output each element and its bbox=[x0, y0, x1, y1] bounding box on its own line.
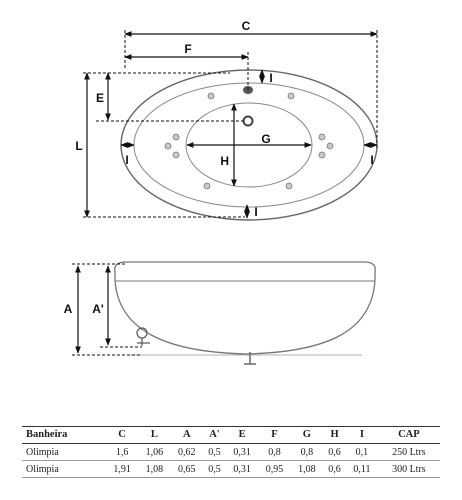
table-cell: 0,6 bbox=[323, 444, 346, 461]
header-cell: CAP bbox=[378, 427, 440, 444]
table-cell: 1,6 bbox=[106, 444, 138, 461]
header-cell: E bbox=[226, 427, 258, 444]
jet bbox=[204, 183, 210, 189]
table-cell: 1,08 bbox=[138, 461, 170, 478]
header-cell: A bbox=[171, 427, 203, 444]
specs-table bbox=[22, 426, 440, 478]
table-cell: 300 Ltrs bbox=[378, 461, 440, 478]
dim-label-i-top: I bbox=[269, 71, 273, 85]
table-header-row bbox=[22, 427, 440, 444]
table-cell: 0,62 bbox=[171, 444, 203, 461]
table-cell: Olimpia bbox=[22, 461, 106, 478]
table-cell: 0,95 bbox=[258, 461, 290, 478]
top-view bbox=[75, 19, 377, 220]
table-cell: 0,8 bbox=[258, 444, 290, 461]
table-cell: 1,06 bbox=[138, 444, 170, 461]
jet bbox=[319, 152, 325, 158]
header-cell: A' bbox=[203, 427, 226, 444]
drain-icon bbox=[244, 117, 253, 126]
table-cell: 0,5 bbox=[203, 444, 226, 461]
table-cell: 0,11 bbox=[346, 461, 378, 478]
dim-label-a-prime: A' bbox=[92, 302, 104, 316]
jet bbox=[327, 143, 333, 149]
table-cell: 0,5 bbox=[203, 461, 226, 478]
dim-label-h: H bbox=[220, 154, 229, 168]
tub-side-body bbox=[115, 262, 376, 354]
jet bbox=[173, 152, 179, 158]
table-cell: 0,8 bbox=[291, 444, 323, 461]
dim-label-i-bottom: I bbox=[254, 205, 258, 219]
jet bbox=[165, 143, 171, 149]
hydro-jets bbox=[165, 93, 333, 189]
dim-label-e: E bbox=[95, 91, 105, 105]
jet bbox=[208, 93, 214, 99]
table-cell: 0,1 bbox=[346, 444, 378, 461]
table-row bbox=[22, 444, 440, 461]
table-cell: 1,91 bbox=[106, 461, 138, 478]
header-cell: I bbox=[346, 427, 378, 444]
dim-label-c: C bbox=[241, 19, 251, 33]
side-view bbox=[64, 262, 376, 364]
dim-label-f: F bbox=[184, 42, 192, 56]
dim-label-g: G bbox=[261, 132, 271, 146]
dim-label-i-right: I bbox=[370, 153, 374, 167]
header-cell: C bbox=[106, 427, 138, 444]
table-cell: Olimpia bbox=[22, 444, 106, 461]
header-cell: Banheira bbox=[22, 427, 106, 444]
dim-label-i-left: I bbox=[125, 153, 129, 167]
table-cell: 250 Ltrs bbox=[378, 444, 440, 461]
table-cell: 0,65 bbox=[171, 461, 203, 478]
table-cell: 0,31 bbox=[226, 444, 258, 461]
jet bbox=[319, 134, 325, 140]
table-cell: 0,31 bbox=[226, 461, 258, 478]
table-row bbox=[22, 461, 440, 478]
header-cell: G bbox=[291, 427, 323, 444]
dim-label-a: A bbox=[63, 302, 73, 316]
jet bbox=[173, 134, 179, 140]
header-cell: H bbox=[323, 427, 346, 444]
dim-label-l: L bbox=[75, 139, 83, 153]
jet bbox=[288, 93, 294, 99]
table-cell: 1,08 bbox=[291, 461, 323, 478]
table-cell: 0,6 bbox=[323, 461, 346, 478]
header-cell: L bbox=[138, 427, 170, 444]
jet bbox=[286, 183, 292, 189]
header-cell: F bbox=[258, 427, 290, 444]
